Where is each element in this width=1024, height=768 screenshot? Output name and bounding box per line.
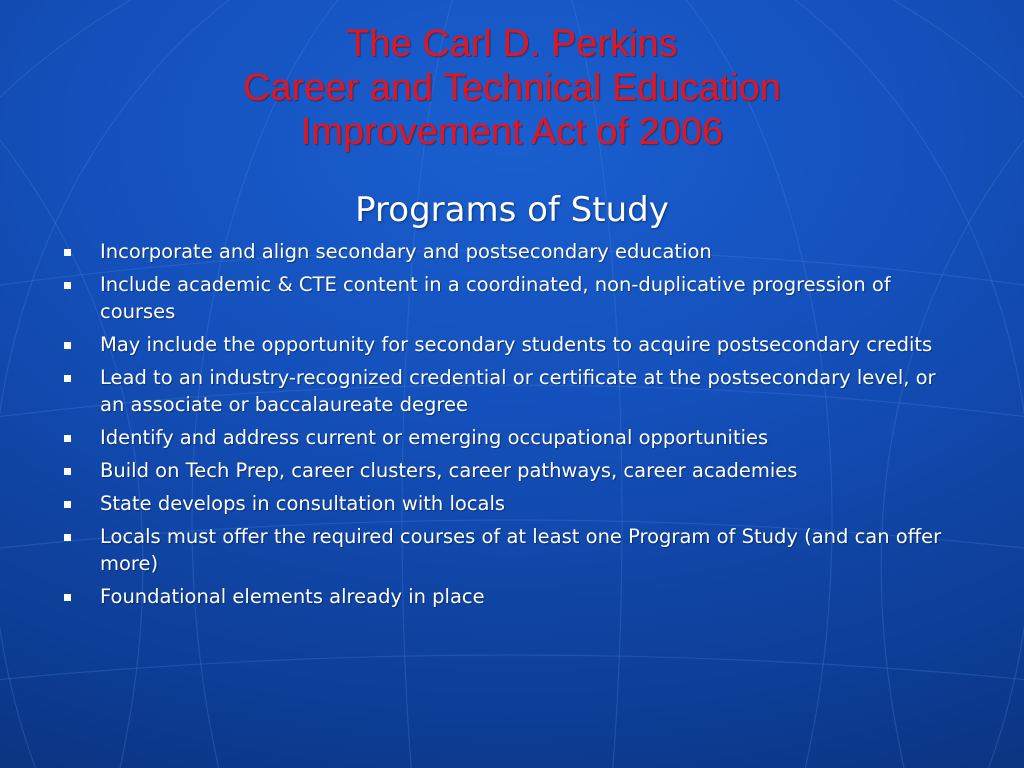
- list-item: [62, 271, 962, 325]
- square-bullet-icon: [64, 501, 71, 508]
- square-bullet-icon: [64, 375, 71, 382]
- list-item: [62, 523, 962, 577]
- square-bullet-icon: [64, 342, 71, 349]
- bullet-text: Build on Tech Prep, career clusters, career pathways, career academies: [100, 459, 798, 482]
- list-item: [62, 364, 962, 418]
- slide-subtitle: Programs of Study: [355, 190, 669, 230]
- bullet-text: Locals must offer the required courses of at least one Program of Study (and can offer more): [100, 525, 942, 575]
- bullet-text: Foundational elements already in place: [100, 585, 485, 608]
- list-item: [62, 424, 962, 451]
- square-bullet-icon: [64, 249, 71, 256]
- list-item: [62, 457, 962, 484]
- bullet-text: May include the opportunity for secondary students to acquire postsecondary credits: [100, 333, 933, 356]
- bullet-text: Identify and address current or emerging occupational opportunities: [100, 426, 769, 449]
- bullet-text: Include academic & CTE content in a coordinated, non-duplicative progression of courses: [100, 273, 891, 323]
- title-line-3: Improvement Act of 2006: [300, 111, 724, 153]
- square-bullet-icon: [64, 468, 71, 475]
- bullet-list: [62, 238, 962, 616]
- square-bullet-icon: [64, 594, 71, 601]
- list-item: [62, 490, 962, 517]
- bullet-text: Lead to an industry-recognized credential or certificate at the postsecondary level, or an associate or baccalaureate degree: [100, 366, 936, 416]
- bullet-text: State develops in consultation with locals: [100, 492, 506, 515]
- square-bullet-icon: [64, 282, 71, 289]
- list-item: [62, 331, 962, 358]
- square-bullet-icon: [64, 435, 71, 442]
- square-bullet-icon: [64, 534, 71, 541]
- list-item: [62, 238, 962, 265]
- slide-title: [0, 22, 1024, 154]
- list-item: [62, 583, 962, 610]
- title-line-1: The Carl D. Perkins: [346, 23, 678, 65]
- bullet-text: Incorporate and align secondary and postsecondary education: [100, 240, 712, 263]
- title-line-2: Career and Technical Education: [243, 67, 781, 109]
